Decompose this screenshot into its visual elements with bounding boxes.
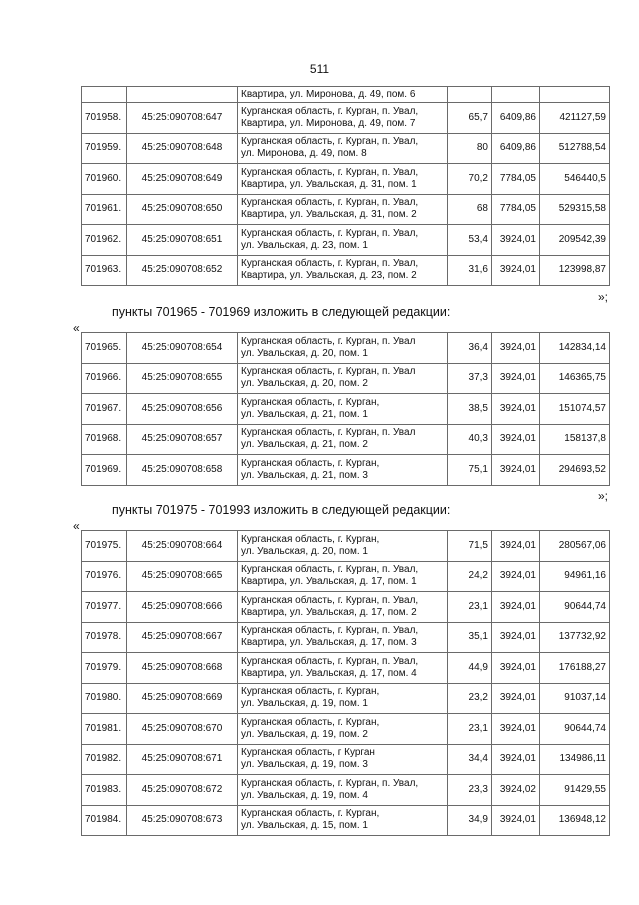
- address-line: ул. Увальская, д. 21, пом. 2: [241, 439, 368, 451]
- table-row: [82, 133, 610, 164]
- address-line: Квартира, ул. Увальская, д. 17, пом. 4: [241, 667, 417, 679]
- cadastral-value-cell: 421127,59: [540, 103, 610, 134]
- table-row: [82, 164, 610, 195]
- area-cell: 23,1: [448, 714, 492, 745]
- address-cell: [238, 363, 448, 394]
- area-cell: 23,2: [448, 683, 492, 714]
- cadastral-value-cell: 146365,75: [540, 363, 610, 394]
- address-line: ул. Увальская, д. 20, пом. 1: [241, 347, 368, 359]
- unit-price-cell: 7784,05: [492, 194, 540, 225]
- cadastral-number-cell: 45:25:090708:649: [127, 164, 238, 195]
- cadastral-number-cell: 45:25:090708:670: [127, 714, 238, 745]
- unit-price-cell: 3924,01: [492, 455, 540, 486]
- table-row: [82, 622, 610, 653]
- table-row: [82, 683, 610, 714]
- table-row: [82, 333, 610, 364]
- cadastral-value-cell: 294693,52: [540, 455, 610, 486]
- table-row: [82, 455, 610, 486]
- unit-price-cell: 6409,86: [492, 133, 540, 164]
- cadastral-value-cell: 90644,74: [540, 592, 610, 623]
- cadastral-number-cell: 45:25:090708:664: [127, 531, 238, 562]
- registry-table-2: [81, 332, 610, 486]
- unit-price-cell: 6409,86: [492, 103, 540, 134]
- item-number-cell: 701969.: [82, 455, 127, 486]
- address-line: Курганская область, г. Курган, п. Увал,: [241, 655, 419, 667]
- cadastral-value-cell: 94961,16: [540, 561, 610, 592]
- item-number-cell: 701968.: [82, 424, 127, 455]
- table-row: [82, 424, 610, 455]
- address-cell: [238, 561, 448, 592]
- area-cell: 36,4: [448, 333, 492, 364]
- unit-price-cell: 3924,01: [492, 592, 540, 623]
- address-cell: [238, 255, 448, 286]
- unit-price-cell: 3924,01: [492, 653, 540, 684]
- address-cell: [238, 394, 448, 425]
- address-line: Квартира, ул. Увальская, д. 17, пом. 2: [241, 606, 417, 618]
- address-cell: [238, 592, 448, 623]
- address-line: Курганская область, г. Курган, п. Увал,: [241, 166, 419, 178]
- cadastral-number-cell: 45:25:090708:657: [127, 424, 238, 455]
- unit-price-cell: 7784,05: [492, 164, 540, 195]
- cadastral-number-cell: [127, 87, 238, 103]
- item-number-cell: [82, 87, 127, 103]
- cadastral-number-cell: 45:25:090708:666: [127, 592, 238, 623]
- cadastral-number-cell: 45:25:090708:652: [127, 255, 238, 286]
- area-cell: 35,1: [448, 622, 492, 653]
- table-row: [82, 744, 610, 775]
- unit-price-cell: 3924,01: [492, 805, 540, 836]
- cadastral-value-cell: [540, 87, 610, 103]
- table-row: [82, 775, 610, 806]
- address-line: Курганская область, г. Курган,: [241, 396, 380, 408]
- address-cell: [238, 531, 448, 562]
- address-line: ул. Увальская, д. 19, пом. 2: [241, 728, 368, 740]
- address-cell: [238, 103, 448, 134]
- opening-quote: «: [73, 519, 80, 533]
- area-cell: 44,9: [448, 653, 492, 684]
- opening-quote: «: [73, 321, 80, 335]
- cadastral-value-cell: 546440,5: [540, 164, 610, 195]
- registry-table-3: [81, 530, 610, 836]
- address-line: Курганская область, г. Курган,: [241, 533, 380, 545]
- table-row: [82, 103, 610, 134]
- address-line: ул. Увальская, д. 19, пом. 3: [241, 759, 368, 771]
- address-cell: [238, 714, 448, 745]
- cadastral-number-cell: 45:25:090708:673: [127, 805, 238, 836]
- address-line: Курганская область, г. Курган, п. Увал: [241, 427, 416, 439]
- cadastral-number-cell: 45:25:090708:672: [127, 775, 238, 806]
- cadastral-value-cell: 151074,57: [540, 394, 610, 425]
- address-cell: [238, 775, 448, 806]
- cadastral-value-cell: 529315,58: [540, 194, 610, 225]
- address-line: ул. Увальская, д. 21, пом. 3: [241, 469, 368, 481]
- cadastral-number-cell: 45:25:090708:671: [127, 744, 238, 775]
- address-line: Курганская область, г. Курган, п. Увал,: [241, 594, 419, 606]
- table-row: [82, 255, 610, 286]
- address-cell: [238, 744, 448, 775]
- cadastral-value-cell: 134986,11: [540, 744, 610, 775]
- table-row: [82, 805, 610, 836]
- unit-price-cell: 3924,01: [492, 561, 540, 592]
- closing-quote: »;: [597, 489, 608, 503]
- unit-price-cell: 3924,01: [492, 531, 540, 562]
- address-line: Курганская область, г. Курган, п. Увал,: [241, 564, 419, 576]
- area-cell: 53,4: [448, 225, 492, 256]
- area-cell: 70,2: [448, 164, 492, 195]
- unit-price-cell: 3924,01: [492, 683, 540, 714]
- table-row: [82, 653, 610, 684]
- address-cell: [238, 225, 448, 256]
- item-number-cell: 701983.: [82, 775, 127, 806]
- address-line: Курганская область, г. Курган,: [241, 716, 380, 728]
- table-row: [82, 194, 610, 225]
- address-cell: [238, 455, 448, 486]
- address-cell: [238, 653, 448, 684]
- address-line: Курганская область, г Курган: [241, 747, 375, 759]
- cadastral-number-cell: 45:25:090708:656: [127, 394, 238, 425]
- unit-price-cell: 3924,01: [492, 225, 540, 256]
- cadastral-number-cell: 45:25:090708:654: [127, 333, 238, 364]
- item-number-cell: 701982.: [82, 744, 127, 775]
- unit-price-cell: 3924,01: [492, 622, 540, 653]
- area-cell: [448, 87, 492, 103]
- item-number-cell: 701980.: [82, 683, 127, 714]
- address-line: Квартира, ул. Увальская, д. 31, пом. 2: [241, 209, 417, 221]
- cadastral-value-cell: 123998,87: [540, 255, 610, 286]
- cadastral-value-cell: 90644,74: [540, 714, 610, 745]
- unit-price-cell: 3924,01: [492, 424, 540, 455]
- item-number-cell: 701978.: [82, 622, 127, 653]
- area-cell: 23,1: [448, 592, 492, 623]
- address-cell: [238, 333, 448, 364]
- area-cell: 23,3: [448, 775, 492, 806]
- cadastral-value-cell: 91037,14: [540, 683, 610, 714]
- table-row: [82, 225, 610, 256]
- unit-price-cell: 3924,01: [492, 363, 540, 394]
- address-line: ул. Увальская, д. 21, пом. 1: [241, 408, 368, 420]
- unit-price-cell: 3924,02: [492, 775, 540, 806]
- item-number-cell: 701965.: [82, 333, 127, 364]
- address-line: Курганская область, г. Курган, п. Увал,: [241, 625, 419, 637]
- area-cell: 65,7: [448, 103, 492, 134]
- cadastral-value-cell: 158137,8: [540, 424, 610, 455]
- address-line: Квартира, ул. Миронова, д. 49, пом. 6: [241, 88, 416, 100]
- address-line: Курганская область, г. Курган, п. Увал,: [241, 227, 419, 239]
- unit-price-cell: 3924,01: [492, 333, 540, 364]
- cadastral-number-cell: 45:25:090708:669: [127, 683, 238, 714]
- table-row: [82, 592, 610, 623]
- item-number-cell: 701961.: [82, 194, 127, 225]
- unit-price-cell: 3924,01: [492, 714, 540, 745]
- unit-price-cell: 3924,01: [492, 744, 540, 775]
- item-number-cell: 701977.: [82, 592, 127, 623]
- item-number-cell: 701966.: [82, 363, 127, 394]
- cadastral-value-cell: 280567,06: [540, 531, 610, 562]
- item-number-cell: 701967.: [82, 394, 127, 425]
- table-row: [82, 561, 610, 592]
- address-line: Курганская область, г. Курган, п. Увал,: [241, 105, 419, 117]
- address-line: Курганская область, г. Курган, п. Увал: [241, 366, 416, 378]
- address-cell: [238, 683, 448, 714]
- address-line: ул. Увальская, д. 20, пом. 2: [241, 378, 368, 390]
- table-row: [82, 394, 610, 425]
- cadastral-number-cell: 45:25:090708:651: [127, 225, 238, 256]
- address-line: Квартира, ул. Миронова, д. 49, пом. 7: [241, 117, 416, 129]
- registry-table-1: [81, 86, 610, 286]
- item-number-cell: 701981.: [82, 714, 127, 745]
- address-line: Курганская область, г. Курган, п. Увал,: [241, 777, 419, 789]
- table-row: [82, 714, 610, 745]
- item-number-cell: 701958.: [82, 103, 127, 134]
- area-cell: 34,4: [448, 744, 492, 775]
- item-number-cell: 701963.: [82, 255, 127, 286]
- address-line: ул. Увальская, д. 15, пом. 1: [241, 820, 368, 832]
- area-cell: 31,6: [448, 255, 492, 286]
- area-cell: 38,5: [448, 394, 492, 425]
- address-line: ул. Увальская, д. 19, пом. 4: [241, 789, 368, 801]
- item-number-cell: 701984.: [82, 805, 127, 836]
- cadastral-number-cell: 45:25:090708:648: [127, 133, 238, 164]
- address-line: Курганская область, г. Курган,: [241, 457, 380, 469]
- area-cell: 68: [448, 194, 492, 225]
- address-line: Квартира, ул. Увальская, д. 17, пом. 3: [241, 637, 417, 649]
- address-cell: [238, 87, 448, 103]
- cadastral-value-cell: 142834,14: [540, 333, 610, 364]
- item-number-cell: 701959.: [82, 133, 127, 164]
- area-cell: 24,2: [448, 561, 492, 592]
- cadastral-number-cell: 45:25:090708:668: [127, 653, 238, 684]
- address-line: Курганская область, г. Курган, п. Увал,: [241, 197, 419, 209]
- area-cell: 71,5: [448, 531, 492, 562]
- cadastral-value-cell: 91429,55: [540, 775, 610, 806]
- item-number-cell: 701975.: [82, 531, 127, 562]
- area-cell: 80: [448, 133, 492, 164]
- cadastral-number-cell: 45:25:090708:667: [127, 622, 238, 653]
- area-cell: 37,3: [448, 363, 492, 394]
- amendment-instruction: пункты 701975 - 701993 изложить в следующей редакции:: [112, 503, 451, 517]
- item-number-cell: 701976.: [82, 561, 127, 592]
- page-number: 511: [309, 62, 330, 76]
- address-line: Курганская область, г. Курган, п. Увал: [241, 335, 416, 347]
- closing-quote: »;: [597, 290, 608, 304]
- cadastral-value-cell: 136948,12: [540, 805, 610, 836]
- address-line: Курганская область, г. Курган, п. Увал,: [241, 258, 419, 270]
- cadastral-number-cell: 45:25:090708:647: [127, 103, 238, 134]
- cadastral-value-cell: 209542,39: [540, 225, 610, 256]
- cadastral-number-cell: 45:25:090708:655: [127, 363, 238, 394]
- item-number-cell: 701960.: [82, 164, 127, 195]
- address-cell: [238, 805, 448, 836]
- cadastral-value-cell: 176188,27: [540, 653, 610, 684]
- address-cell: [238, 424, 448, 455]
- cadastral-number-cell: 45:25:090708:650: [127, 194, 238, 225]
- area-cell: 40,3: [448, 424, 492, 455]
- table-row: [82, 87, 610, 103]
- area-cell: 75,1: [448, 455, 492, 486]
- address-line: ул. Увальская, д. 23, пом. 1: [241, 239, 368, 251]
- table-row: [82, 363, 610, 394]
- address-cell: [238, 622, 448, 653]
- unit-price-cell: 3924,01: [492, 394, 540, 425]
- address-line: ул. Увальская, д. 19, пом. 1: [241, 698, 368, 710]
- cadastral-value-cell: 137732,92: [540, 622, 610, 653]
- address-line: ул. Увальская, д. 20, пом. 1: [241, 545, 368, 557]
- cadastral-value-cell: 512788,54: [540, 133, 610, 164]
- cadastral-number-cell: 45:25:090708:658: [127, 455, 238, 486]
- address-line: Квартира, ул. Увальская, д. 23, пом. 2: [241, 270, 417, 282]
- area-cell: 34,9: [448, 805, 492, 836]
- address-cell: [238, 133, 448, 164]
- address-line: Курганская область, г. Курган, п. Увал,: [241, 136, 419, 148]
- address-line: ул. Миронова, д. 49, пом. 8: [241, 148, 367, 160]
- table-row: [82, 531, 610, 562]
- address-line: Курганская область, г. Курган,: [241, 686, 380, 698]
- address-line: Курганская область, г. Курган,: [241, 808, 380, 820]
- item-number-cell: 701979.: [82, 653, 127, 684]
- address-cell: [238, 164, 448, 195]
- amendment-instruction: пункты 701965 - 701969 изложить в следующей редакции:: [112, 305, 451, 319]
- item-number-cell: 701962.: [82, 225, 127, 256]
- address-line: Квартира, ул. Увальская, д. 17, пом. 1: [241, 576, 417, 588]
- address-line: Квартира, ул. Увальская, д. 31, пом. 1: [241, 178, 417, 190]
- unit-price-cell: [492, 87, 540, 103]
- unit-price-cell: 3924,01: [492, 255, 540, 286]
- address-cell: [238, 194, 448, 225]
- cadastral-number-cell: 45:25:090708:665: [127, 561, 238, 592]
